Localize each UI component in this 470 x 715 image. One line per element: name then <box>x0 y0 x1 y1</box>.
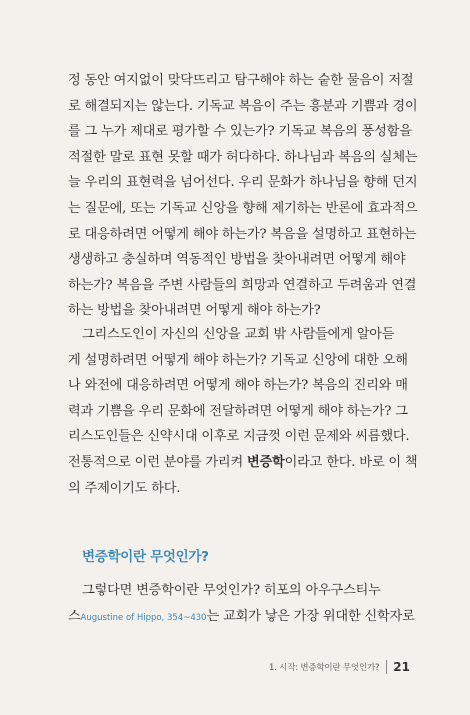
text-line: 는 질문에, 또는 기독교 신앙을 향해 제기하는 반론에 효과적으 <box>68 200 418 216</box>
text-line: 정 동안 여지없이 맞닥뜨리고 탐구해야 하는 숱한 물음이 저절 <box>68 73 414 88</box>
text-line: 력과 기쁨을 우리 문화에 전달하려면 어떻게 해야 하는가? 그 <box>68 403 408 419</box>
text-line: 로 대응하려면 어떻게 해야 하는가? 복음을 설명하고 표현하는 <box>68 226 417 242</box>
text-run: 스 <box>68 608 81 624</box>
text-line: 생생하고 충실하며 역동적인 방법을 찾아내려면 어떻게 해야 <box>68 252 406 268</box>
text-line: 게 설명하려면 어떻게 해야 하는가? 기독교 신앙에 대한 오해 <box>68 352 408 368</box>
paragraph-3 <box>68 578 415 629</box>
page-number: 21 <box>393 660 410 674</box>
text-line: 하는 방법을 찾아내려면 어떻게 해야 하는가? <box>68 303 321 319</box>
bold-term: 변증학 <box>246 454 285 470</box>
name-annotation: Augustine of Hippo, 354~430 <box>80 612 207 623</box>
text-run: 이라고 한다. 바로 이 책 <box>284 454 418 470</box>
running-footer-chapter: 1. 시작: 변증학이란 무엇인가? <box>268 663 380 673</box>
text-line <box>68 604 415 630</box>
section-heading: 변증학이란 무엇인가? <box>82 549 209 565</box>
text-run: 는 교회가 낳은 가장 위대한 신학자로 <box>206 608 415 624</box>
text-line <box>68 450 418 476</box>
text-line: 를 그 누가 제대로 평가할 수 있는가? 기독교 복음의 풍성함을 <box>68 124 412 140</box>
paragraph-2 <box>68 322 418 501</box>
paragraph-1 <box>68 68 418 324</box>
text-line: 하는가? 복음을 주변 사람들의 희망과 연결하고 두려움과 연결 <box>68 277 417 293</box>
text-run: 전통적으로 이런 분야를 가리켜 <box>68 454 247 470</box>
page-footer <box>269 660 410 674</box>
text-line: 늘 우리의 표현력을 넘어선다. 우리 문화가 하나님을 향해 던지 <box>68 175 418 191</box>
text-line: 의 주제이기도 하다. <box>68 480 181 496</box>
text-line: 그리스도인이 자신의 신앙을 교회 밖 사람들에게 알아듣 <box>82 327 395 342</box>
text-line: 리스도인들은 신약시대 이후로 지금껏 이런 문제와 씨름했다. <box>68 429 410 445</box>
text-line: 적절한 말로 표현 못할 때가 허다하다. 하나님과 복음의 실체는 <box>68 149 418 165</box>
text-line: 로 해결되지는 않는다. 기독교 복음이 주는 흥분과 기쁨과 경이 <box>68 98 418 114</box>
footer-divider <box>386 660 387 674</box>
text-line: 그렇다면 변증학이란 무엇인가? 히포의 아우구스티누 <box>82 583 381 598</box>
text-line: 나 와전에 대응하려면 어떻게 해야 하는가? 복음의 진리와 매 <box>68 378 408 394</box>
